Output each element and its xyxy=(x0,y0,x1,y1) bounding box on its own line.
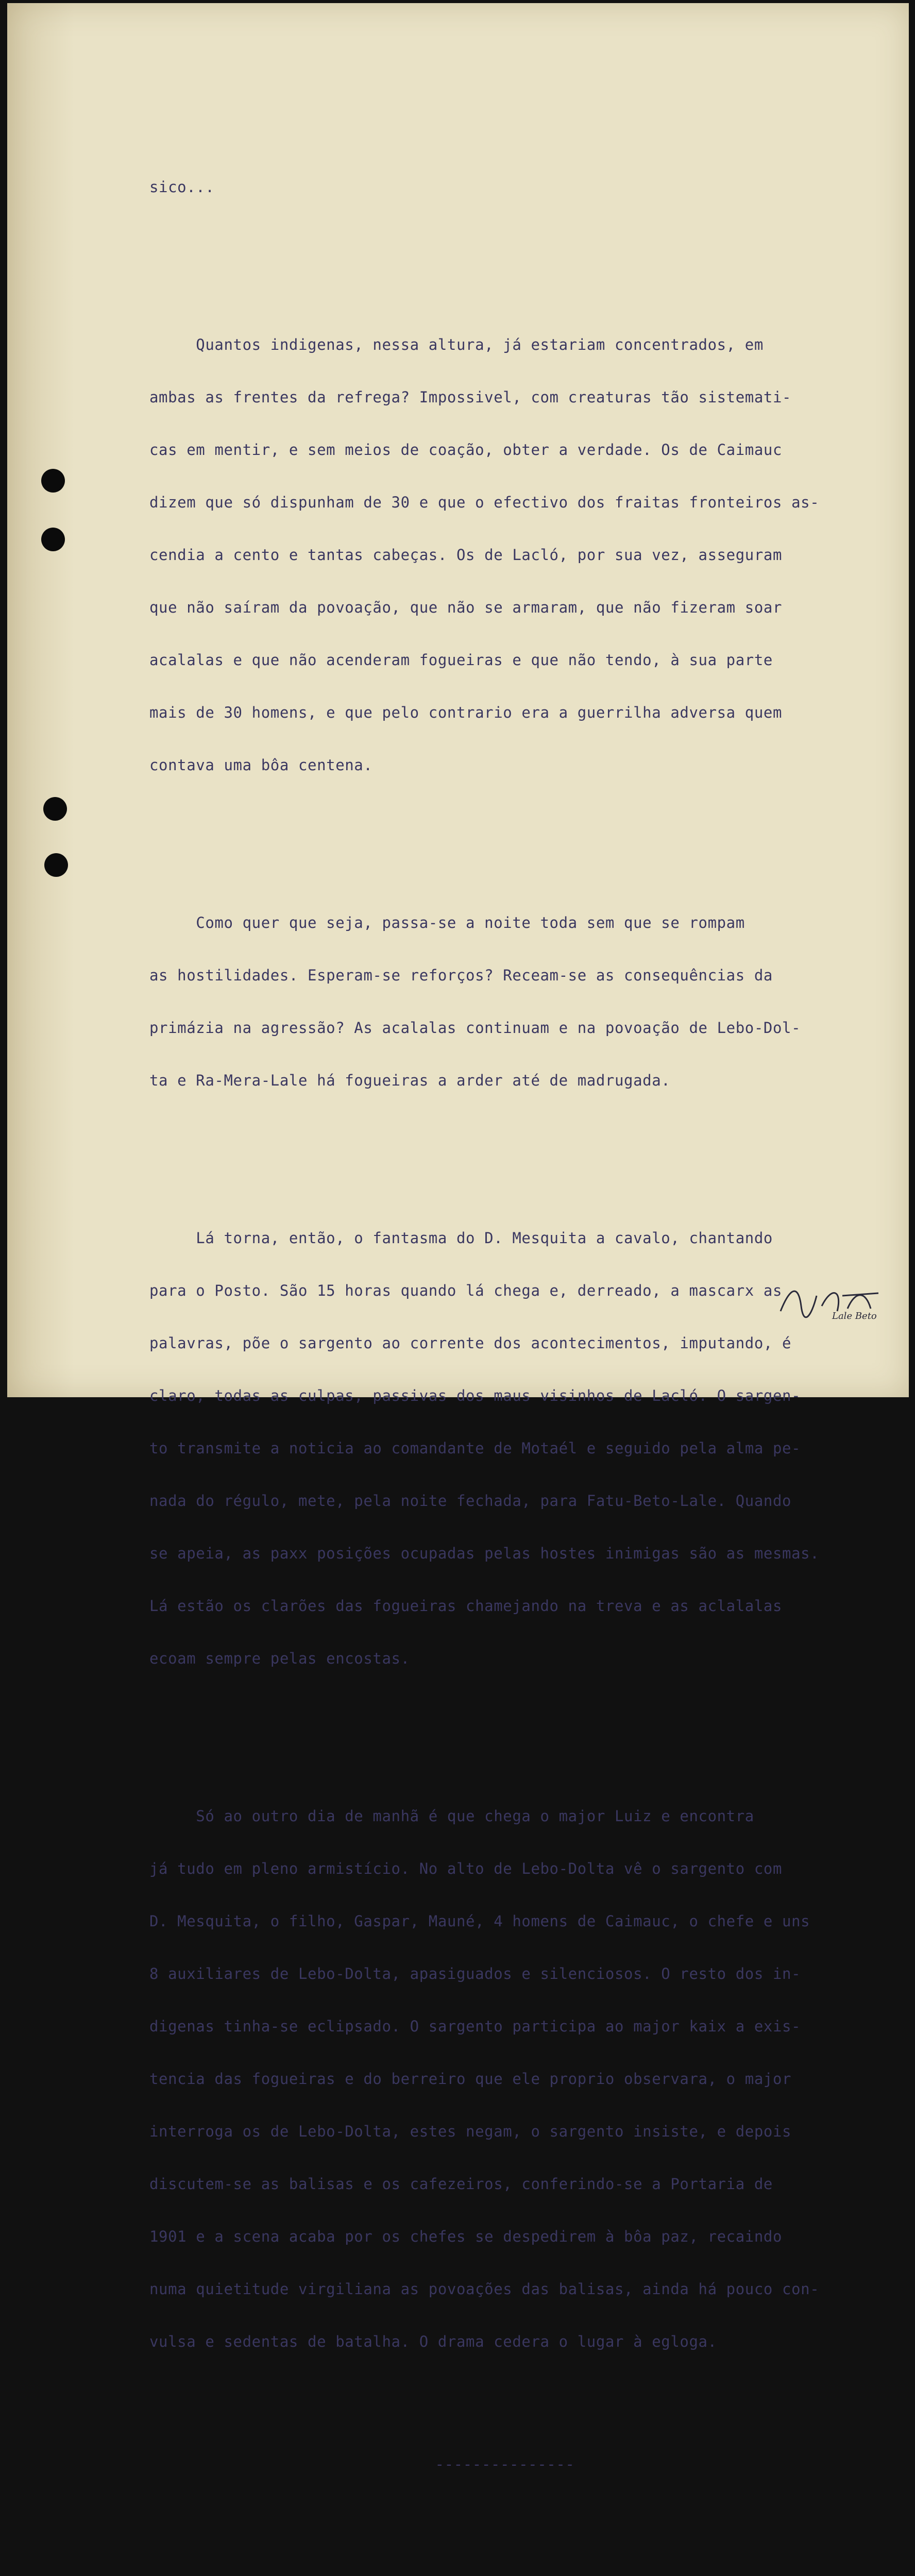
text-line: to transmite a noticia ao comandante de Motaél e seguido pela alma pe- xyxy=(149,1439,801,1457)
text-line: dizem que só dispunham de 30 e que o efectivo dos fraitas fronteiros as- xyxy=(149,494,820,511)
typed-text-body xyxy=(149,108,891,2576)
text-line: mais de 30 homens, e que pelo contrario era a guerrilha adversa quem xyxy=(149,704,783,721)
text-line: Como quer que seja, passa-se a noite toda sem que se rompam xyxy=(149,914,745,931)
text-line: se apeia, as paxx posições ocupadas pelas hostes inimigas são as mesmas. xyxy=(149,1545,820,1562)
text-line: interroga os de Lebo-Dolta, estes negam, o sargento insiste, e depois xyxy=(149,2123,792,2140)
text-line: ecoam sempre pelas encostas. xyxy=(149,1650,410,1667)
paragraph xyxy=(149,2543,891,2576)
text-line: Quantos indigenas, nessa altura, já estariam concentrados, em xyxy=(149,336,764,353)
text-line: primázia na agressão? As acalalas continuam e na povoação de Lebo-Dol- xyxy=(149,1019,801,1037)
handwriting-icon xyxy=(775,1275,889,1321)
text-line: as hostilidades. Esperam-se reforços? Receam-se as consequências da xyxy=(149,967,773,984)
text-line: Lá torna, então, o fantasma do D. Mesquita a cavalo, chantando xyxy=(149,1229,773,1247)
section-separator: --------------- xyxy=(435,2455,575,2473)
text-line: já tudo em pleno armistício. No alto de Lebo-Dolta vê o sargento com xyxy=(149,1860,783,1877)
text-line: 1901 e a scena acaba por os chefes se despedirem à bôa paz, recaindo xyxy=(149,2228,783,2245)
text-line: discutem-se as balisas e os cafezeiros, conferindo-se a Portaria de xyxy=(149,2175,773,2193)
text-line: D. Mesquita, o filho, Gaspar, Mauné, 4 homens de Caimauc, o chefe e uns xyxy=(149,1912,810,1930)
text-line: digenas tinha-se eclipsado. O sargento participa ao major kaix a exis- xyxy=(149,2018,801,2035)
text-line: contava uma bôa centena. xyxy=(149,756,373,774)
text-line: tencia das fogueiras e do berreiro que ele proprio observara, o major xyxy=(149,2070,792,2088)
text-line: cendia a cento e tantas cabeças. Os de Lacló, por sua vez, asseguram xyxy=(149,546,783,564)
text-line: que não saíram da povoação, que não se armaram, que não fizeram soar xyxy=(149,599,783,616)
text-line: Lá estão os clarões das fogueiras chamejando na treva e as aclalalas xyxy=(149,1597,783,1615)
paragraph xyxy=(149,879,891,1124)
text-line: Só ao outro dia de manhã é que chega o major Luiz e encontra xyxy=(149,1807,754,1825)
punch-hole xyxy=(44,853,68,877)
text-line: ambas as frentes da refrega? Impossivel, com creaturas tão sistemati- xyxy=(149,388,792,406)
text-line: ta e Ra-Mera-Lale há fogueiras a arder até de madrugada. xyxy=(149,1072,671,1089)
text-line: claro, todas as culpas, passivas dos maus visinhos de Lacló. O sargen- xyxy=(149,1387,801,1404)
punch-hole xyxy=(41,469,65,493)
text-line: acalalas e que não acenderam fogueiras e que não tendo, à sua parte xyxy=(149,651,773,669)
text-line: numa quietitude virgiliana as povoações das balisas, ainda há pouco con- xyxy=(149,2280,820,2298)
text-line: sico... xyxy=(149,178,215,196)
punch-hole xyxy=(43,797,67,821)
punch-hole xyxy=(41,528,65,551)
paragraph xyxy=(149,301,891,809)
handwritten-note: Lale Beto xyxy=(832,1311,877,1321)
text-line: vulsa e sedentas de batalha. O drama cedera o lugar à egloga. xyxy=(149,2333,717,2350)
text-line: 8 auxiliares de Lebo-Dolta, apasiguados e silenciosos. O resto dos in- xyxy=(149,1965,801,1982)
text-line: palavras, põe o sargento ao corrente dos acontecimentos, imputando, é xyxy=(149,1334,792,1352)
text-line: cas em mentir, e sem meios de coação, obter a verdade. Os de Caimauc xyxy=(149,441,783,459)
paragraph xyxy=(149,1772,891,2385)
paper-fold-shadow xyxy=(7,3,74,1397)
paragraph xyxy=(149,143,891,231)
paragraph xyxy=(149,1194,891,1702)
text-line: nada do régulo, mete, pela noite fechada, para Fatu-Beto-Lale. Quando xyxy=(149,1492,792,1510)
text-line: para o Posto. São 15 horas quando lá chega e, derreado, a mascarx as xyxy=(149,1282,783,1299)
handwritten-annotation xyxy=(775,1275,889,1321)
